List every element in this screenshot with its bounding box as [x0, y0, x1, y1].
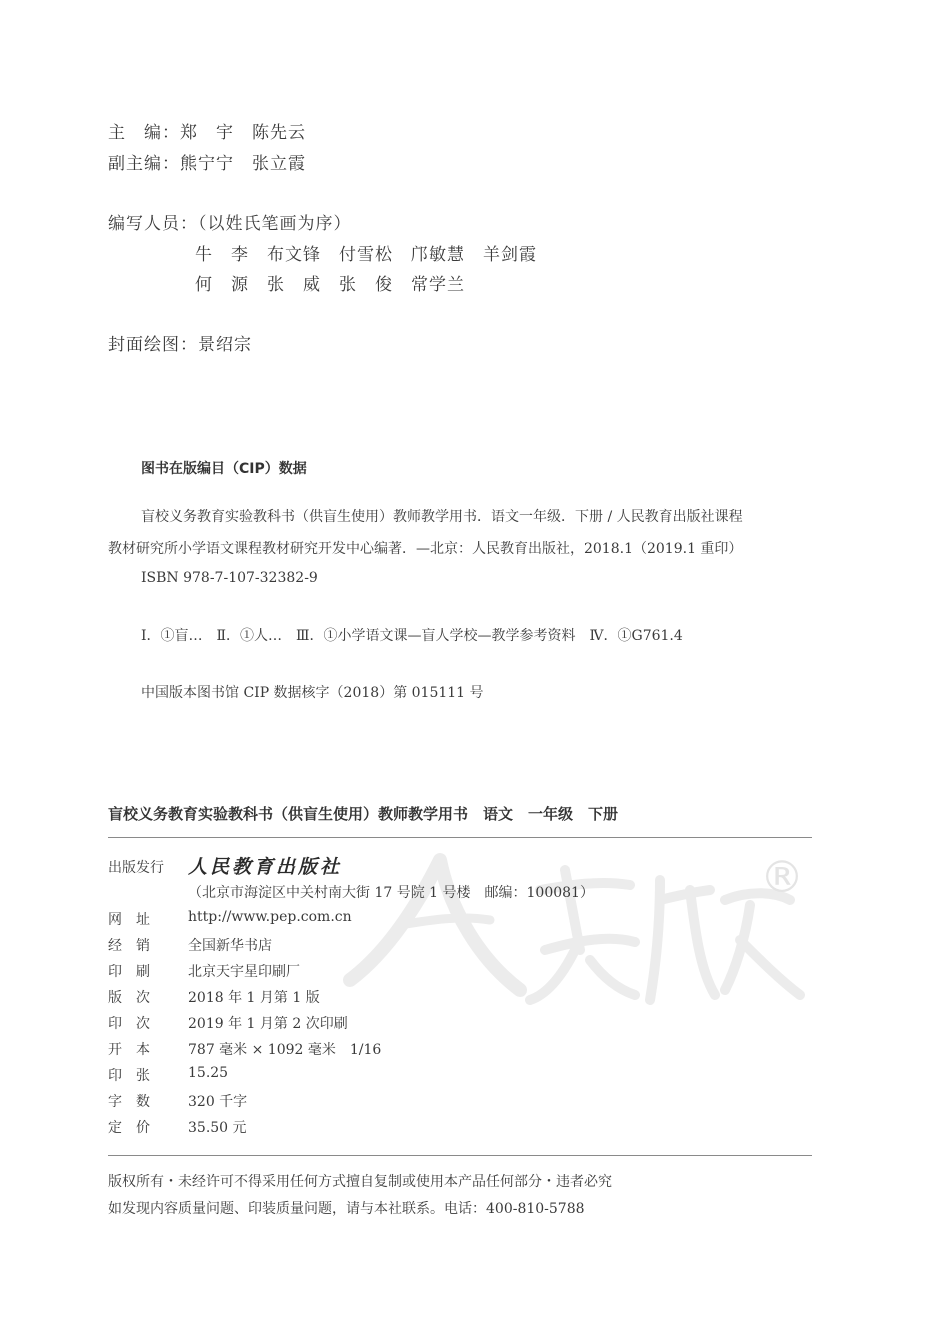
imprint-value[interactable]: http://www.pep.com.cn	[188, 909, 352, 925]
cip-title: 图书在版编目（CIP）数据	[141, 461, 307, 477]
chief-editor-label: 主 编：	[108, 123, 180, 143]
imprint-value: 全国新华书店	[188, 938, 272, 954]
imprint-label: 印 次	[108, 1016, 150, 1032]
deputy-editor-label: 副主编：	[108, 154, 180, 174]
chief-editors: 郑 宇 陈先云	[180, 123, 306, 143]
deputy-editors: 熊宁宁 张立霞	[180, 154, 306, 174]
publisher-address: （北京市海淀区中关村南大街 17 号院 1 号楼 邮编：100081）	[188, 885, 594, 901]
imprint-value: 2019 年 1 月第 2 次印刷	[188, 1016, 348, 1032]
imprint-label: 版 次	[108, 990, 150, 1006]
imprint-label: 网 址	[108, 912, 150, 928]
imprint-value: 35.50 元	[188, 1120, 247, 1136]
imprint-label: 印 刷	[108, 964, 150, 980]
imprint-label: 印 张	[108, 1068, 150, 1084]
cip-isbn: ISBN 978-7-107-32382-9	[141, 570, 318, 586]
chief-editor-row	[108, 118, 306, 143]
cover-artist-row	[108, 330, 252, 355]
book-title: 盲校义务教育实验教科书（供盲生使用）教师教学用书 语文 一年级 下册	[108, 805, 619, 823]
writers-row-2: 何 源 张 威 张 俊 常学兰	[195, 275, 465, 295]
imprint-value: 320 千字	[188, 1094, 248, 1110]
imprint-value: 15.25	[188, 1065, 229, 1081]
imprint-label: 定 价	[108, 1120, 150, 1136]
pep-watermark	[330, 830, 810, 1020]
imprint-value: 北京天宇星印刷厂	[188, 964, 300, 980]
imprint-label: 字 数	[108, 1094, 150, 1110]
writers-row-1: 牛 李 布文锋 付雪松 邝敏慧 羊剑霞	[195, 245, 537, 265]
imprint-label: 经 销	[108, 938, 150, 954]
publisher-label: 出版发行	[108, 860, 164, 876]
cip-line-1: 盲校义务教育实验教科书（供盲生使用）教师教学用书．语文一年级．下册 / 人民教育出版社课程	[141, 509, 743, 525]
bottom-divider	[108, 1155, 812, 1156]
pep-watermark-strokes	[350, 860, 800, 1000]
registered-mark: ®	[760, 852, 804, 903]
contact-notice: 如发现内容质量问题、印装质量问题，请与本社联系。电话：400-810-5788	[108, 1201, 585, 1217]
writers-label: 编写人员：（以姓氏笔画为序）	[108, 214, 352, 234]
cip-line-2: 教材研究所小学语文课程教材研究开发中心编著．—北京：人民教育出版社，2018.1（2019.1 重印）	[108, 541, 743, 557]
copyright-notice: 版权所有・未经许可不得采用任何方式擅自复制或使用本产品任何部分・违者必究	[108, 1174, 612, 1190]
publisher-logo: 人民教育出版社	[188, 856, 343, 878]
deputy-editor-row	[108, 149, 306, 174]
cover-artist: 景绍宗	[198, 335, 252, 355]
imprint-value: 787 毫米 × 1092 毫米 1/16	[188, 1042, 382, 1058]
cip-record-number: 中国版本图书馆 CIP 数据核字（2018）第 015111 号	[141, 685, 484, 701]
imprint-value: 2018 年 1 月第 1 版	[188, 990, 320, 1006]
cover-label: 封面绘图：	[108, 335, 198, 355]
cip-classification: Ⅰ．①盲… Ⅱ．①人… Ⅲ．①小学语文课—盲人学校—教学参考资料 Ⅳ．①G761.4	[141, 628, 683, 644]
imprint-label: 开 本	[108, 1042, 150, 1058]
